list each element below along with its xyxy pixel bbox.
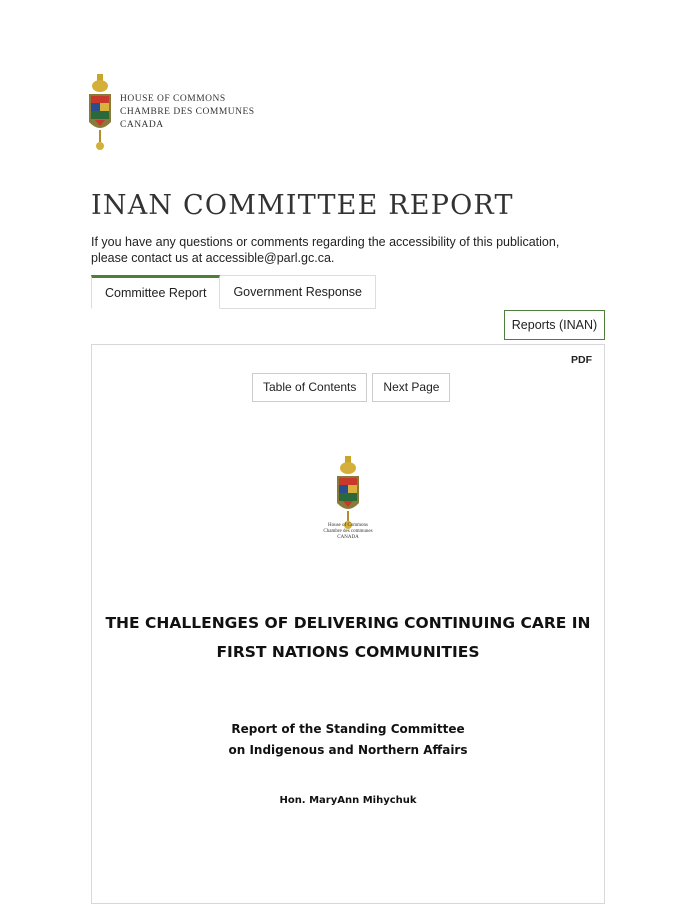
house-of-commons-logo[interactable] <box>86 72 255 152</box>
document-panel <box>91 344 605 904</box>
accessibility-notice: If you have any questions or comments regarding the accessibility of this publication, please contact us at accessible@parl.gc.ca. <box>91 235 560 265</box>
crest-caption-line: Chambre des communes <box>323 529 373 534</box>
logo-line-3: CANADA <box>120 119 164 130</box>
crest-caption-line: CANADA <box>337 535 359 540</box>
house-of-commons-crest-icon <box>86 72 114 152</box>
subtitle-line: Report of the Standing Committee <box>231 722 465 736</box>
next-page-button[interactable]: Next Page <box>372 373 450 402</box>
crest-caption-line: House of Commons <box>328 523 368 528</box>
committee-chair: Hon. MaryAnn Mihychuk <box>279 795 417 806</box>
house-of-commons-crest-icon <box>334 455 362 531</box>
report-title-line: THE CHALLENGES OF DELIVERING CONTINUING CARE IN <box>105 614 591 632</box>
logo-line-2: CHAMBRE DES COMMUNES <box>120 106 255 117</box>
report-title-line: FIRST NATIONS COMMUNITIES <box>216 643 480 661</box>
document-nav <box>252 373 450 402</box>
page-title: INAN COMMITTEE REPORT <box>91 190 514 221</box>
report-tabs <box>91 275 376 309</box>
crest-caption <box>298 523 398 541</box>
tab-committee-report[interactable]: Committee Report <box>91 275 220 309</box>
logo-wordmark <box>120 93 255 132</box>
report-subtitle <box>92 719 604 761</box>
reports-inan-button[interactable]: Reports (INAN) <box>504 310 605 340</box>
subtitle-line: on Indigenous and Northern Affairs <box>228 743 468 757</box>
table-of-contents-button[interactable]: Table of Contents <box>252 373 367 402</box>
tab-government-response[interactable]: Government Response <box>220 275 376 309</box>
report-title <box>92 609 604 667</box>
pdf-link[interactable]: PDF <box>571 354 592 366</box>
logo-line-1: HOUSE OF COMMONS <box>120 93 226 104</box>
